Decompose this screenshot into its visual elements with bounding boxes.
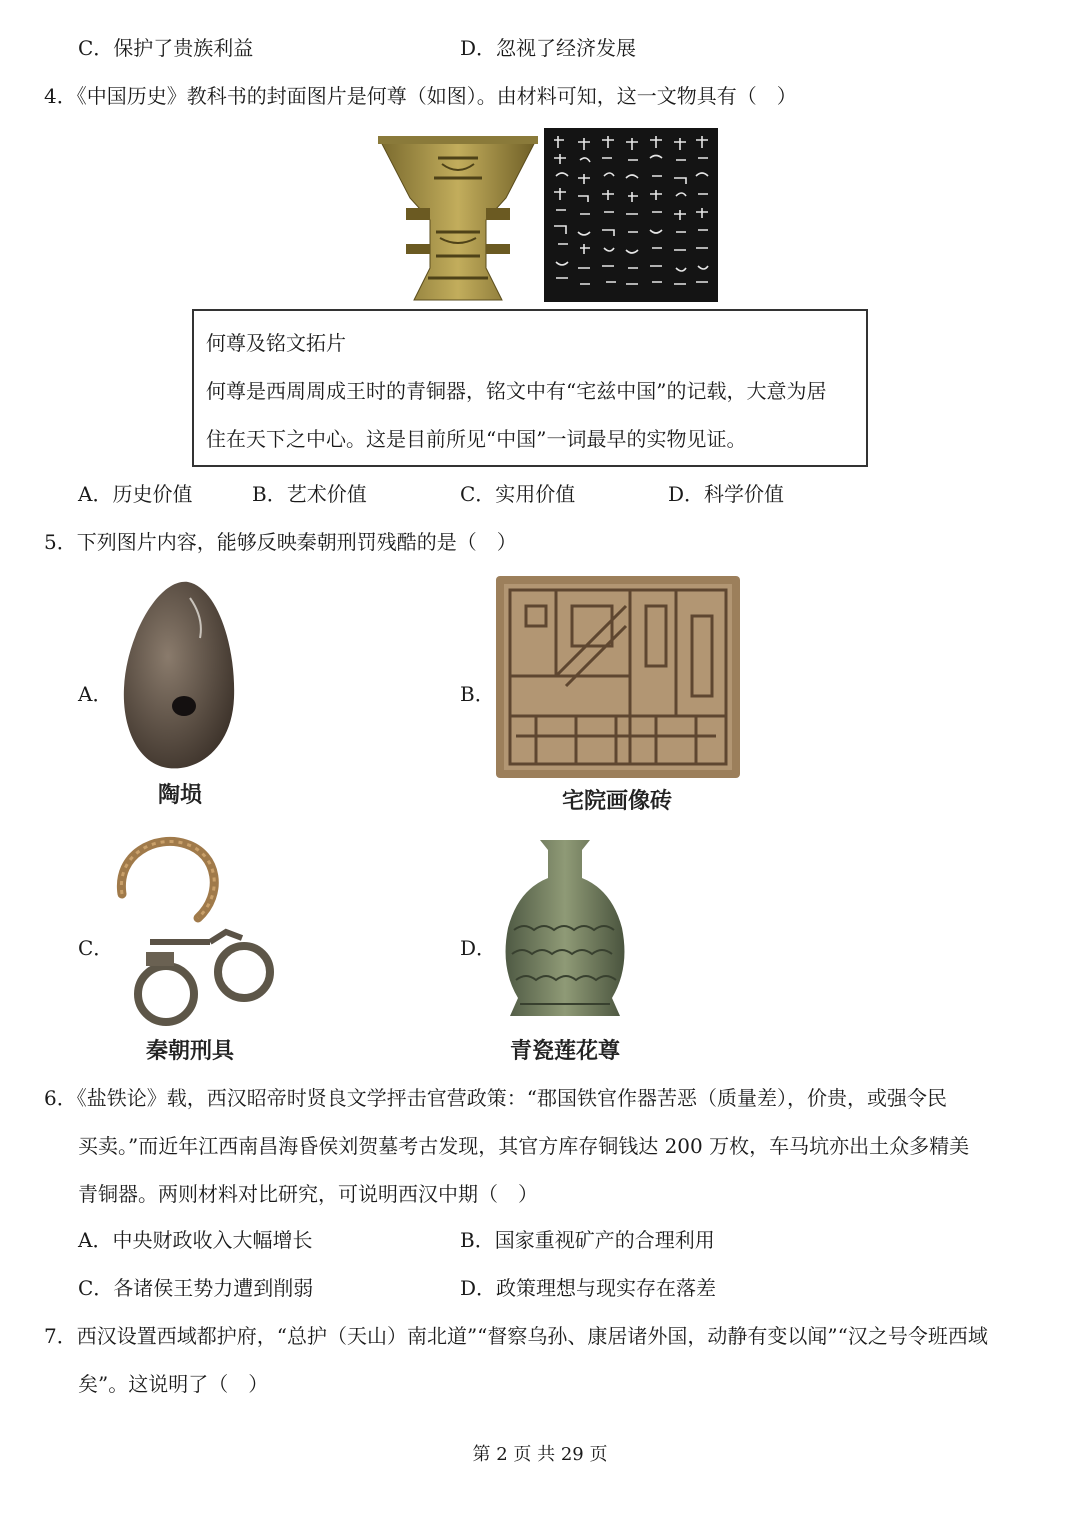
zhai-yuan-brick-image <box>496 576 740 778</box>
q5-caption-b: 宅院画像砖 <box>562 789 673 814</box>
q5-label-b: B． <box>460 682 495 706</box>
q6-option-d: D．政策理想与现实存在落差 <box>460 1276 717 1300</box>
xing-ju-image <box>106 834 282 1034</box>
inscription-rubbing-image <box>544 128 718 302</box>
q5-label-c: C． <box>78 936 114 960</box>
q7-line-2: 矣”。这说明了（ ） <box>78 1372 269 1396</box>
q5-label-d: D． <box>460 936 497 960</box>
q6-line-1: 6．《盐铁论》载，西汉昭帝时贤良文学抨击官营政策：“郡国铁官作器苦恶（质量差），价贵，或强令民 <box>44 1086 947 1110</box>
q3-option-c: C．保护了贵族利益 <box>78 36 254 60</box>
material-box-line-2: 住在天下之中心。这是目前所见“中国”一词最早的实物见证。 <box>206 427 747 451</box>
q4-option-b: B．艺术价值 <box>252 482 367 506</box>
material-box-title: 何尊及铭文拓片 <box>206 331 346 355</box>
q5-label-a: A． <box>78 682 113 706</box>
q6-line-2: 买卖。”而近年江西南昌海昏侯刘贺墓考古发现，其官方库存铜钱达 200 万枚，车马坑亦出土众多精美 <box>78 1134 970 1158</box>
q5-stem: 5．下列图片内容，能够反映秦朝刑罚残酷的是（ ） <box>44 530 517 554</box>
q5-caption-d: 青瓷莲花尊 <box>510 1039 621 1064</box>
he-zun-image <box>378 128 538 304</box>
q4-option-a: A．历史价值 <box>78 482 193 506</box>
q6-option-b: B．国家重视矿产的合理利用 <box>460 1228 715 1252</box>
q4-stem: 4．《中国历史》教科书的封面图片是何尊（如图）。由材料可知，这一文物具有（ ） <box>44 84 797 108</box>
q5-caption-c: 秦朝刑具 <box>146 1039 235 1064</box>
material-box-line-1: 何尊是西周周成王时的青铜器，铭文中有“宅兹中国”的记载，大意为居 <box>206 379 827 403</box>
material-box <box>192 309 868 467</box>
q3-option-d: D．忽视了经济发展 <box>460 36 637 60</box>
q5-caption-a: 陶埙 <box>158 783 203 808</box>
q4-option-c: C．实用价值 <box>460 482 576 506</box>
qing-ci-zun-image <box>500 834 630 1030</box>
tao-xun-image <box>118 578 242 774</box>
page-footer: 第 2 页 共 29 页 <box>472 1444 608 1465</box>
q6-option-c: C．各诸侯王势力遭到削弱 <box>78 1276 314 1300</box>
q7-line-1: 7．西汉设置西域都护府，“总护（天山）南北道”“督察乌孙、康居诸外国，动静有变以闻”“汉之号令班西域 <box>44 1324 988 1348</box>
q6-line-3: 青铜器。两则材料对比研究，可说明西汉中期（ ） <box>78 1182 538 1206</box>
q6-option-a: A．中央财政收入大幅增长 <box>78 1228 313 1252</box>
q4-option-d: D．科学价值 <box>668 482 785 506</box>
